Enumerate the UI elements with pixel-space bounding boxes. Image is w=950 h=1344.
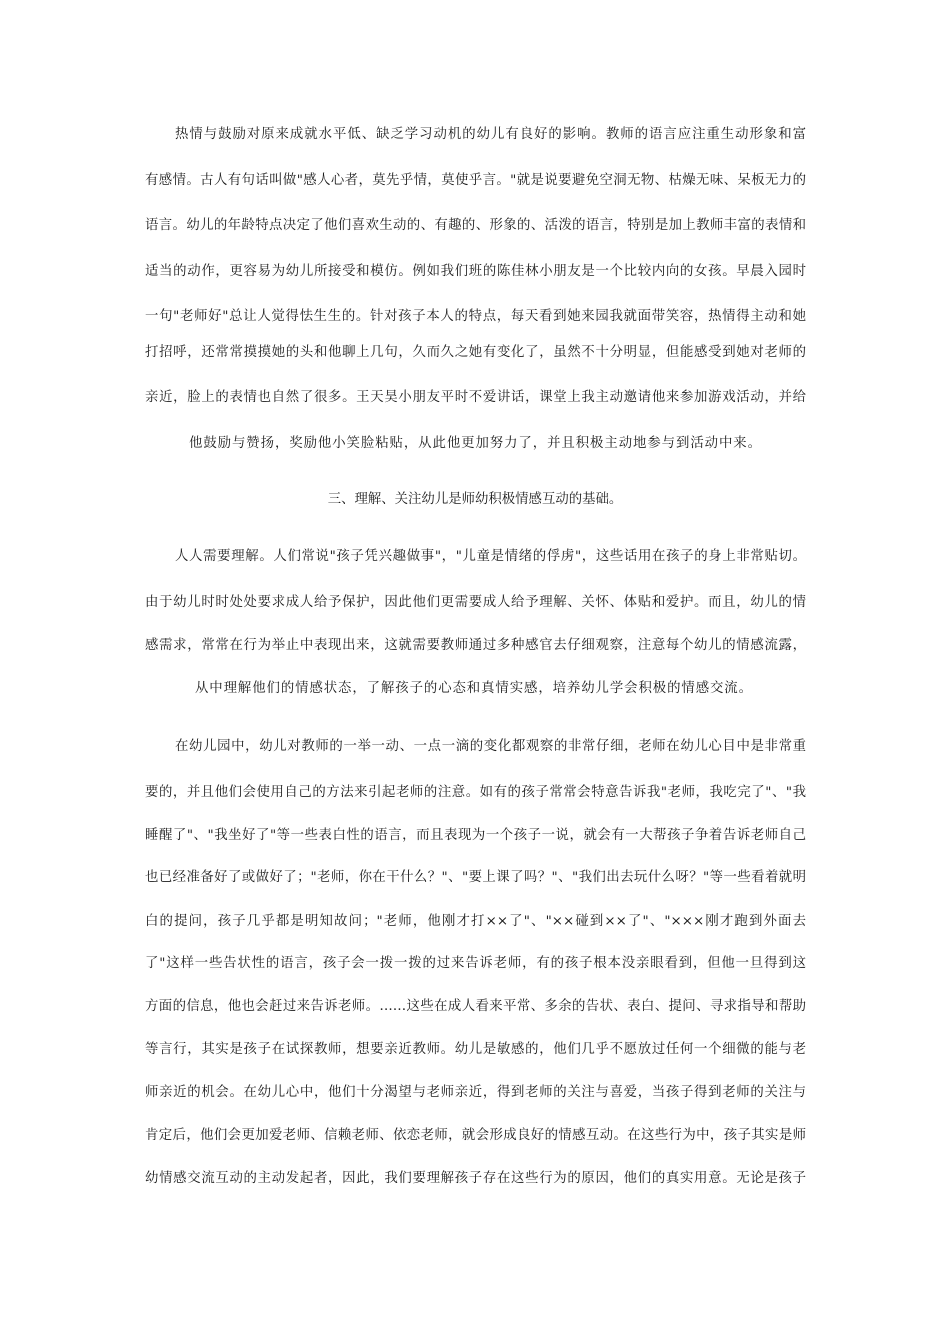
paragraph-line: 打招呼，还常常摸摸她的头和他聊上几句，久而久之她有变化了，虽然不十分明显，但能感受到她对老师的 xyxy=(145,345,806,360)
paragraph-line: 肯定后，他们会更加爱老师、信赖老师、依恋老师，就会形成良好的情感互动。在这些行为中，孩子其实是师 xyxy=(145,1128,806,1143)
paragraph-line: 要的，并且他们会使用自己的方法来引起老师的注意。如有的孩子常常会特意告诉我"老师，我吃完了"、"我 xyxy=(145,785,806,800)
paragraph-line: 在幼儿园中，幼儿对教师的一举一动、一点一滴的变化都观察的非常仔细，老师在幼儿心目中是非常重 xyxy=(175,739,806,754)
paragraph-line: 睡醒了"、"我坐好了"等一些表白性的语言，而且表现为一个孩子一说，就会有一大帮孩子争着告诉老师自己 xyxy=(145,828,806,843)
paragraph-line: 他鼓励与赞扬，奖励他小笑脸粘贴，从此他更加努力了，并且积极主动地参与到活动中来。 xyxy=(189,436,761,451)
paragraph-line: 热情与鼓励对原来成就水平低、缺乏学习动机的幼儿有良好的影响。教师的语言应注重生动形象和富 xyxy=(175,127,806,142)
section-heading: 三、理解、关注幼儿是师幼积极情感互动的基础。 xyxy=(327,492,623,507)
paragraph-line: 人人需要理解。人们常说"孩子凭兴趣做事"，"儿童是情绪的俘虏"，这些话用在孩子的身上非常贴切。 xyxy=(175,549,806,564)
paragraph-line: 白的提问，孩子几乎都是明知故问；"老师，他刚才打××了"、"××碰到××了"、"×××刚才跑到外面去 xyxy=(145,914,806,929)
paragraph-line: 幼情感交流互动的主动发起者，因此，我们要理解孩子存在这些行为的原因，他们的真实用意。无论是孩子 xyxy=(145,1171,806,1186)
paragraph-line: 方面的信息，他也会赶过来告诉老师。……这些在成人看来平常、多余的告状、表白、提问、寻求指导和帮助 xyxy=(145,999,806,1014)
paragraph-line: 了"这样一些告状性的语言，孩子会一拨一拨的过来告诉老师，有的孩子根本没亲眼看到，但他一旦得到这 xyxy=(145,956,806,971)
paragraph-line: 适当的动作，更容易为幼儿所接受和模仿。例如我们班的陈佳林小朋友是一个比较内向的女孩。早晨入园时 xyxy=(145,264,806,279)
paragraph-line: 等言行，其实是孩子在试探教师，想要亲近教师。幼儿是敏感的，他们几乎不愿放过任何一个细微的能与老 xyxy=(145,1042,806,1057)
paragraph-line: 由于幼儿时时处处要求成人给予保护，因此他们更需要成人给予理解、关怀、体贴和爱护。而且，幼儿的情 xyxy=(145,595,806,610)
paragraph-line: 感需求，常常在行为举止中表现出来，这就需要教师通过多种感官去仔细观察，注意每个幼儿的情感流露， xyxy=(145,638,806,653)
paragraph-line: 一句"老师好"总让人觉得怯生生的。针对孩子本人的特点，每天看到她来园我就面带笑容，热情得主动和她 xyxy=(145,309,806,324)
paragraph-line: 有感情。古人有句话叫做"感人心者，莫先乎情，莫使乎言。"就是说要避免空洞无物、枯燥无味、呆板无力的 xyxy=(145,173,806,188)
paragraph-line: 也已经准备好了或做好了；"老师，你在干什么？"、"要上课了吗？"、"我们出去玩什么呀？"等一些看着就明 xyxy=(145,870,806,885)
paragraph-line: 亲近，脸上的表情也自然了很多。王天昊小朋友平时不爱讲话，课堂上我主动邀请他来参加游戏活动，并给 xyxy=(145,390,806,405)
paragraph-line: 语言。幼儿的年龄特点决定了他们喜欢生动的、有趣的、形象的、活泼的语言，特别是加上教师丰富的表情和 xyxy=(145,218,806,233)
paragraph-line: 师亲近的机会。在幼儿心中，他们十分渴望与老师亲近，得到老师的关注与喜爱，当孩子得到老师的关注与 xyxy=(145,1085,806,1100)
paragraph-line: 从中理解他们的情感状态，了解孩子的心态和真情实感，培养幼儿学会积极的情感交流。 xyxy=(195,681,752,696)
